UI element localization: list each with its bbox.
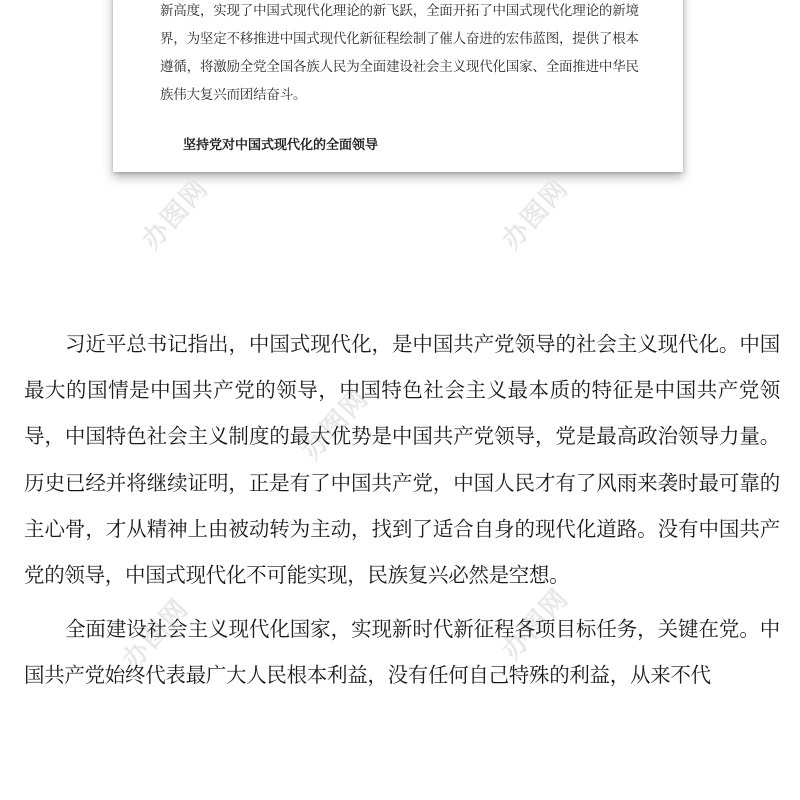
- excerpt-card: [113, 0, 683, 172]
- watermark: 办图网: [496, 172, 576, 256]
- watermark: 办图网: [296, 382, 376, 466]
- article-body: [24, 321, 780, 707]
- body-paragraph-1: 习近平总书记指出，中国式现代化，是中国共产党领导的社会主义现代化。中国最大的国情是中国共产党的领导，中国特色社会主义最本质的特征是中国共产党领导，中国特色社会主义制度的最大优势是中国共产党领导，党是最高政治领导力量。历史已经并将继续证明，正是有了中国共产党，中国人民才有了风雨来袭时最可靠的主心骨，才从精神上由被动转为主动，找到了适合自身的现代化道路。没有中国共产党的领导，中国式现代化不可能实现，民族复兴必然是空想。: [24, 332, 780, 588]
- watermark: 办图网: [116, 592, 196, 676]
- excerpt-text: 新高度，实现了中国式现代化理论的新飞跃，全面开拓了中国式现代化理论的新境界，为坚定不移推进中国式现代化新征程绘制了催人奋进的宏伟蓝图，提供了根本遵循，将激励全党全国各族人民为全面建设社会主义现代化国家、全面推进中华民族伟大复兴而团结奋斗。: [160, 3, 639, 103]
- watermark: 办图网: [496, 582, 576, 666]
- excerpt-heading: 坚持党对中国式现代化的全面领导: [183, 138, 379, 153]
- watermark: 办图网: [136, 172, 216, 256]
- body-paragraph-2: 全面建设社会主义现代化国家，实现新时代新征程各项目标任务，关键在党。中国共产党始终代表最广大人民根本利益，没有任何自己特殊的利益，从来不代: [24, 617, 780, 688]
